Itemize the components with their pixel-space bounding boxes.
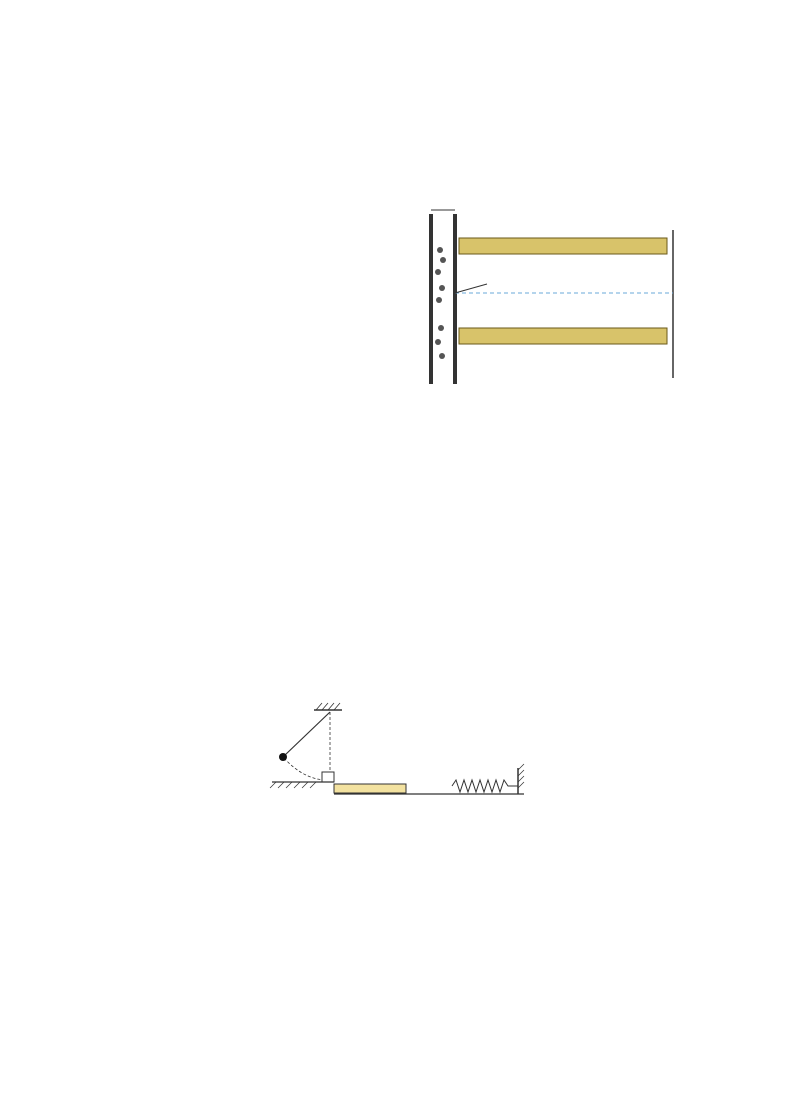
electron-ray bbox=[455, 284, 487, 293]
spring bbox=[452, 780, 518, 792]
arc-path bbox=[284, 758, 324, 780]
rope bbox=[284, 712, 330, 756]
solenoid-top bbox=[459, 238, 667, 254]
figure-16 bbox=[415, 200, 715, 400]
ball-a bbox=[279, 753, 287, 761]
block-b bbox=[322, 772, 334, 782]
board-c bbox=[334, 784, 406, 793]
electrons bbox=[435, 247, 446, 359]
figure-17 bbox=[262, 700, 552, 805]
solenoid-bottom bbox=[459, 328, 667, 344]
plate-n bbox=[453, 214, 457, 384]
plate-m bbox=[429, 214, 433, 384]
